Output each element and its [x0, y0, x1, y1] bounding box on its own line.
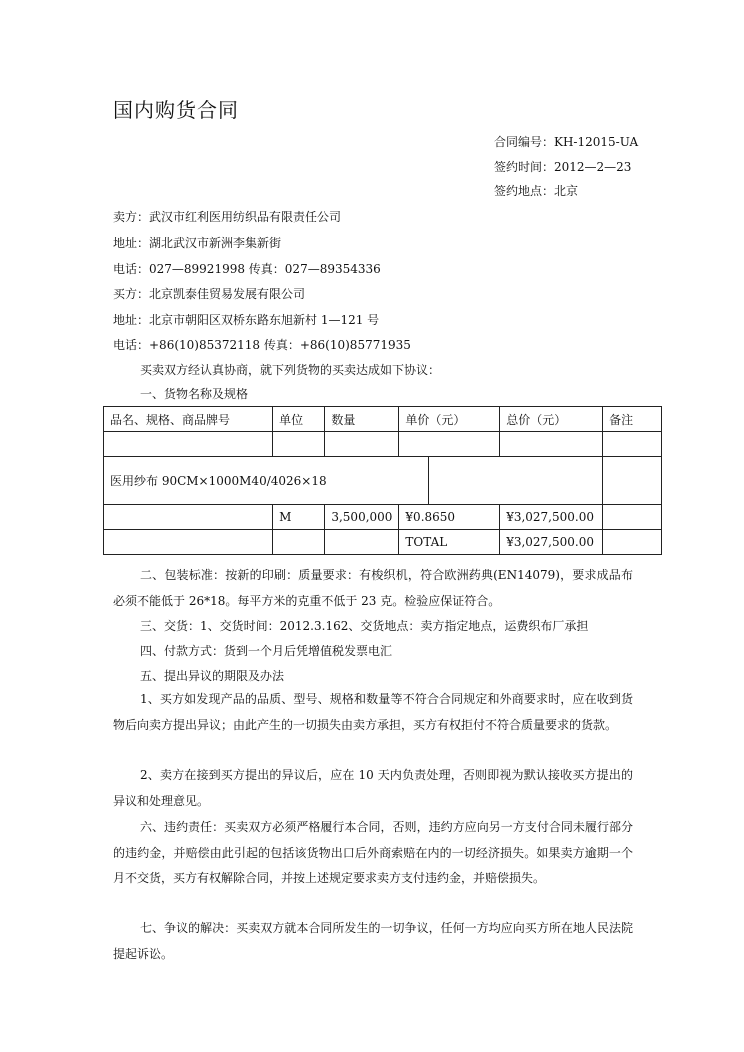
total-label: TOTAL: [399, 530, 500, 555]
cell-quantity: 3,500,000: [325, 505, 399, 530]
total-value: ¥3,027,500.00: [500, 530, 603, 555]
header-remarks: 备注: [603, 407, 662, 432]
clause-payment: 四、付款方式：货到一个月后凭增值税发票电汇: [140, 644, 393, 658]
product-description: 医用纱布 90CM×1000M40/4026×18: [104, 457, 429, 505]
table-row: [104, 457, 662, 505]
header-total-price: 总价（元）: [500, 407, 603, 432]
section-goods-heading: 一、货物名称及规格: [140, 387, 249, 401]
clause-objection-heading: 五、提出异议的期限及办法: [140, 669, 285, 683]
sign-place: 签约地点：北京: [494, 184, 579, 198]
cell-unit-price: ¥0.8650: [399, 505, 500, 530]
goods-table: [103, 406, 662, 555]
clause-objection-2: 2、卖方在接到买方提出的异议后，应在 10 天内负责处理，否则即视为默认接收买方提出的异议和处理意见。: [113, 768, 633, 808]
contract-number: 合同编号：KH-12015-UA: [494, 135, 639, 149]
cell-total-price: ¥3,027,500.00: [500, 505, 603, 530]
buyer-name: 买方：北京凯泰佳贸易发展有限公司: [113, 287, 306, 301]
buyer-address: 地址：北京市朝阳区双桥东路东旭新村 1—121 号: [113, 313, 380, 327]
header-unit-price: 单价（元）: [399, 407, 500, 432]
header-quantity: 数量: [325, 407, 399, 432]
clause-delivery: 三、交货：1、交货时间：2012.3.162、交货地点：卖方指定地点，运费织布厂承担: [140, 619, 589, 633]
seller-phone: 电话：027—89921998 传真：027—89354336: [113, 262, 381, 276]
document-title: 国内购货合同: [113, 98, 239, 122]
buyer-phone: 电话：+86(10)85372118 传真：+86(10)85771935: [113, 338, 411, 352]
seller-address: 地址：湖北武汉市新洲李集新街: [113, 236, 282, 250]
table-row: [104, 432, 662, 457]
table-total-row: [104, 530, 662, 555]
table-row: [104, 505, 662, 530]
header-unit: 单位: [273, 407, 325, 432]
table-header-row: [104, 407, 662, 432]
sign-time: 签约时间：2012—2—23: [494, 160, 632, 174]
seller-name: 卖方：武汉市红利医用纺织品有限责任公司: [113, 210, 342, 224]
clause-packaging: 二、包装标准：按新的印刷：质量要求：有梭织机，符合欧洲药典(EN14079)，要求成品布必须不能低于 26*18。每平方米的克重不低于 23 克。检验应保证符合。: [113, 568, 633, 608]
clause-liability: 六、违约责任：买卖双方必须严格履行本合同，否则，违约方应向另一方支付合同未履行部分的违约金，并赔偿由此引起的包括该货物出口后外商索赔在内的一切经济损失。如果卖方逾期一个月不交货，买方有权解除合同，并按上述规定要求卖方支付违约金，并赔偿损失。: [113, 820, 633, 885]
clause-dispute: 七、争议的解决：买卖双方就本合同所发生的一切争议，任何一方均应向买方所在地人民法院提起诉讼。: [113, 921, 633, 961]
header-product: 品名、规格、商品牌号: [104, 407, 273, 432]
intro-text: 买卖双方经认真协商，就下列货物的买卖达成如下协议：: [140, 363, 441, 377]
cell-unit: M: [273, 505, 325, 530]
clause-objection-1: 1、买方如发现产品的品质、型号、规格和数量等不符合合同规定和外商要求时，应在收到货物后向卖方提出异议；由此产生的一切损失由卖方承担，买方有权拒付不符合质量要求的货款。: [113, 692, 633, 732]
